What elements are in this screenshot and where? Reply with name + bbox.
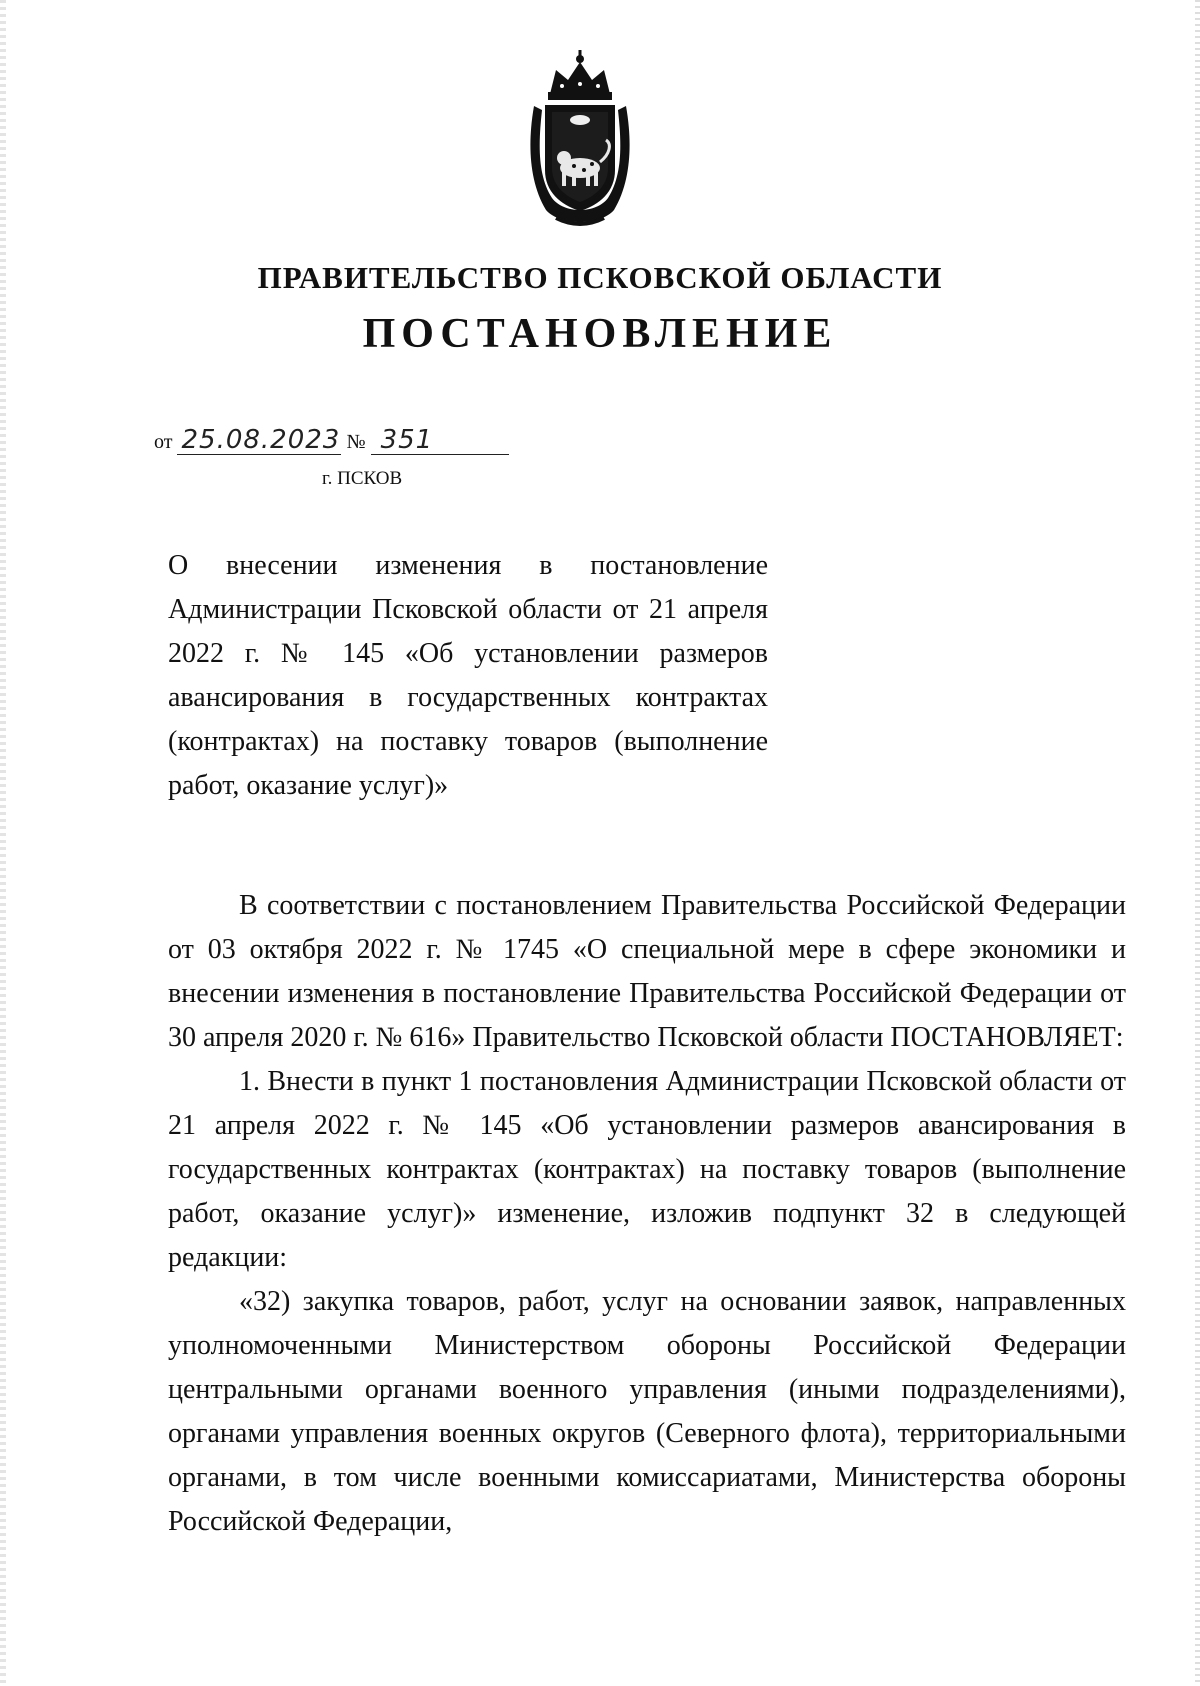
date-field: [177, 425, 341, 455]
scan-edge-right: [1195, 0, 1200, 1686]
document-body: [168, 884, 1126, 1544]
number-field: [371, 425, 509, 455]
document-type-title: ПОСТАНОВЛЕНИЕ: [362, 311, 838, 357]
document-subject: О внесении изменения в постановление Администрации Псковской области от 21 апреля 2022 г. № 145 «Об установлении размеров авансирования в государственных контрактах (контрактах) на поставку товаров (выполнение работ, оказание услуг)»: [168, 550, 768, 801]
crown-icon: [548, 50, 612, 100]
scan-edge-left: [0, 0, 6, 1686]
city-label: г. ПСКОВ: [322, 468, 403, 489]
subitem-32-paragraph: «32) закупка товаров, работ, услуг на основании заявок, направленных уполномоченными Министерством обороны Российской Федерации центральными органами военного управления (иными подразделениями), органами управления военных округов (Северного флота), территориальными органами, в том числе военными комиссариатами, Министерства обороны Российской Федерации,: [168, 1286, 1126, 1537]
number-label: №: [346, 431, 366, 453]
handwritten-date: 25.08.2023: [181, 425, 341, 455]
coat-of-arms-emblem: [526, 50, 634, 228]
from-label: от: [154, 431, 173, 453]
preamble-paragraph: В соответствии с постановлением Правительства Российской Федерации от 03 октября 2022 г. № 1745 «О специальной мере в сфере экономики и внесении изменения в постановление Правительства Российской Федерации от 30 апреля 2020 г. № 616» Правительство Псковской области ПОСТАНОВЛЯЕТ:: [168, 890, 1126, 1053]
item-1-paragraph: 1. Внести в пункт 1 постановления Администрации Псковской области от 21 апреля 2022 г. № 145 «Об установлении размеров авансирования в государственных контрактах (контрактах) на поставку товаров (выполнение работ, оказание услуг)» изменение, изложив подпункт 32 в следующей редакции:: [168, 1066, 1126, 1273]
date-number-line: [154, 425, 509, 455]
handwritten-number: 351: [380, 425, 434, 455]
organization-title: ПРАВИТЕЛЬСТВО ПСКОВСКОЙ ОБЛАСТИ: [257, 260, 943, 295]
